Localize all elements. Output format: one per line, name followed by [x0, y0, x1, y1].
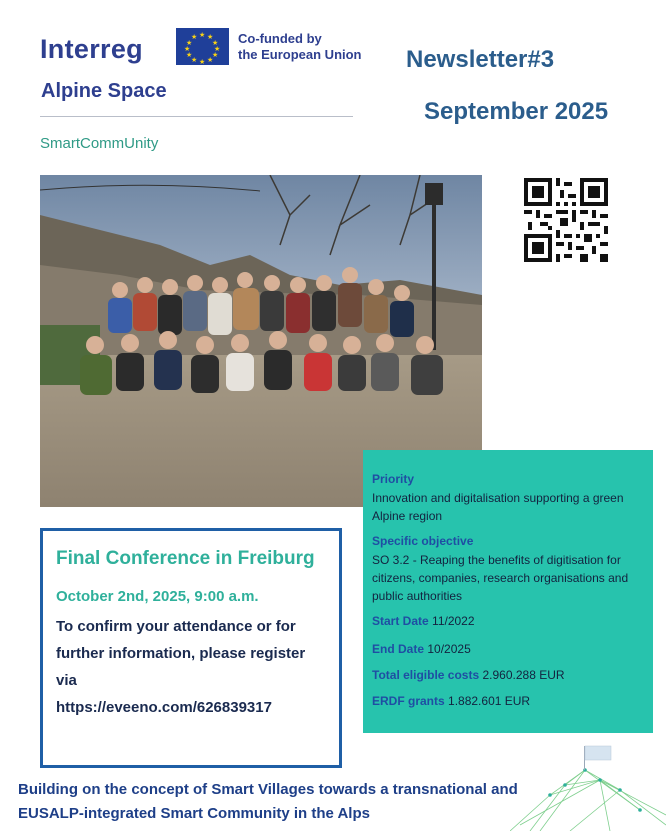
eu-flag-icon: ★ ★ ★ ★ ★ ★ ★ ★ ★ ★ ★ ★: [176, 28, 229, 65]
project-name: SmartCommUnity: [40, 135, 159, 152]
total-costs-value: 2.960.288 EUR: [482, 668, 565, 682]
total-costs-label: Total eligible costs: [372, 668, 480, 682]
end-date-label: End Date: [372, 642, 425, 656]
priority-text: Innovation and digitalisation supporting a green Alpine region: [372, 491, 624, 523]
priority-label: Priority: [372, 472, 415, 486]
programme-name: Alpine Space: [41, 80, 167, 102]
start-date-row: [372, 614, 644, 628]
cofunded-line-1: Co-funded by: [238, 31, 322, 46]
conference-title: Final Conference in Freiburg: [56, 548, 315, 569]
registration-link[interactable]: https://eveeno.com/626839317: [56, 699, 272, 716]
mountain-network-icon: [510, 740, 666, 831]
erdf-value: 1.882.601 EUR: [448, 694, 531, 708]
start-date-label: Start Date: [372, 614, 429, 628]
start-date-value: 11/2022: [432, 614, 475, 628]
objective-text: SO 3.2 - Reaping the benefits of digitisation for citizens, companies, research organisations and public authorities: [372, 553, 629, 603]
project-info-panel: [363, 450, 653, 733]
header-divider: [40, 116, 353, 117]
issue-date: September 2025: [424, 98, 609, 125]
erdf-label: ERDF grants: [372, 694, 445, 708]
conference-box: [40, 528, 342, 768]
total-costs-row: [372, 668, 644, 682]
objective-label: Specific objective: [372, 534, 474, 548]
interreg-logo-text: Interreg: [40, 34, 143, 64]
cofunded-line-2: the European Union: [238, 47, 362, 62]
end-date-value: 10/2025: [427, 642, 471, 656]
end-date-row: [372, 642, 644, 656]
conference-info: [56, 613, 326, 721]
conference-datetime: October 2nd, 2025, 9:00 a.m.: [56, 588, 259, 605]
erdf-row: [372, 694, 644, 708]
newsletter-title: Newsletter#3: [406, 46, 555, 73]
conference-info-text: To confirm your attendance or for further information, please register via: [56, 618, 306, 689]
cofunded-text: [238, 31, 362, 63]
footer-tagline: Building on the concept of Smart Villages towards a transnational and EUSALP-integrated Smart Community in the Alps: [18, 781, 518, 822]
qr-code-icon[interactable]: [524, 178, 608, 262]
